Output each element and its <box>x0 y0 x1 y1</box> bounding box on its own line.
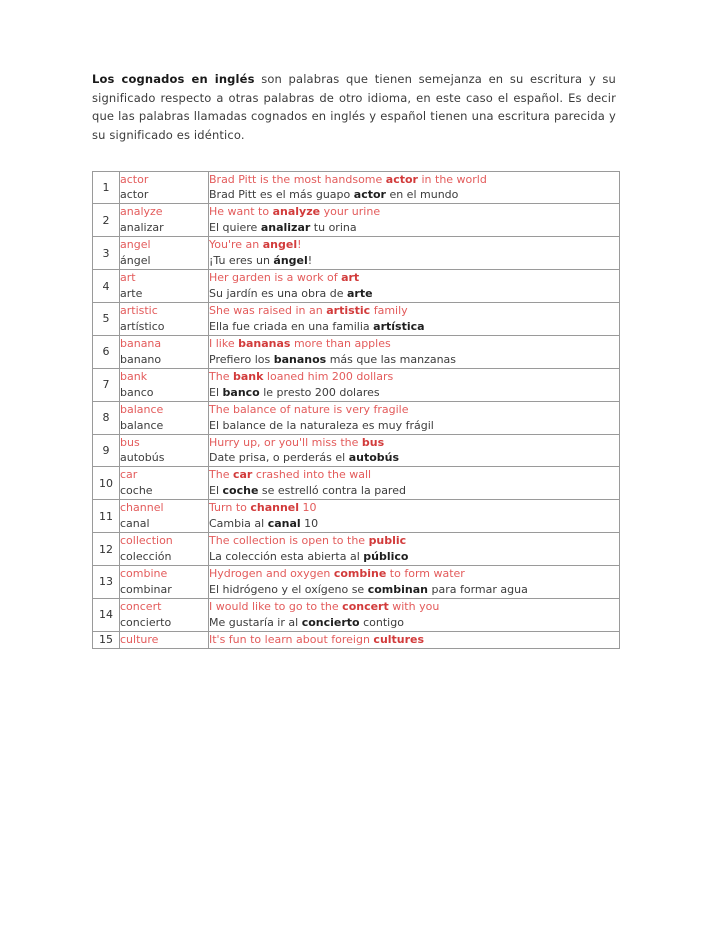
word-spanish: coche <box>120 484 153 498</box>
table-row <box>93 204 620 237</box>
sentence-english: I would like to go to the concert with you <box>209 599 440 613</box>
sentence-spanish: El banco le presto 200 dolares <box>209 385 380 399</box>
word-spanish: canal <box>120 517 150 531</box>
word-pair-cell <box>120 270 209 303</box>
table-row <box>93 631 620 648</box>
row-number: 7 <box>93 368 120 401</box>
row-number: 15 <box>93 631 120 648</box>
word-english: art <box>120 271 136 285</box>
word-english: culture <box>120 632 159 646</box>
table-row <box>93 368 620 401</box>
row-number: 10 <box>93 467 120 500</box>
word-english: actor <box>120 172 149 186</box>
word-pair-cell <box>120 500 209 533</box>
word-pair-cell <box>120 598 209 631</box>
sentence-pair-cell <box>209 598 620 631</box>
sentence-spanish: Me gustaría ir al concierto contigo <box>209 615 404 629</box>
word-pair-cell <box>120 631 209 648</box>
sentence-english: Her garden is a work of art <box>209 271 360 285</box>
word-spanish: balance <box>120 418 164 432</box>
row-number: 8 <box>93 401 120 434</box>
sentence-english: The car crashed into the wall <box>209 468 372 482</box>
word-pair-cell <box>120 204 209 237</box>
sentence-spanish: Prefiero los bananos más que las manzanas <box>209 352 457 366</box>
word-pair-cell <box>120 401 209 434</box>
table-row <box>93 303 620 336</box>
sentence-english: I like bananas more than apples <box>209 336 391 350</box>
row-number: 3 <box>93 237 120 270</box>
sentence-english: Brad Pitt is the most handsome actor in the world <box>209 172 487 186</box>
table-row <box>93 566 620 599</box>
sentence-spanish: El balance de la naturaleza es muy frágil <box>209 418 434 432</box>
table-row <box>93 171 620 204</box>
word-pair-cell <box>120 467 209 500</box>
word-spanish: arte <box>120 287 143 301</box>
word-pair-cell <box>120 335 209 368</box>
sentence-english: Hydrogen and oxygen combine to form water <box>209 567 465 580</box>
sentence-pair-cell <box>209 500 620 533</box>
sentence-english: The bank loaned him 200 dollars <box>209 369 394 383</box>
table-row <box>93 335 620 368</box>
row-number: 1 <box>93 171 120 204</box>
sentence-spanish: El hidrógeno y el oxígeno se combinan para formar agua <box>209 582 528 596</box>
table-row <box>93 237 620 270</box>
word-english: concert <box>120 599 162 613</box>
sentence-english: You're an angel! <box>209 238 302 252</box>
row-number: 6 <box>93 335 120 368</box>
word-spanish: ángel <box>120 254 151 268</box>
sentence-english: Hurry up, or you'll miss the bus <box>209 435 385 449</box>
word-spanish: artístico <box>120 319 165 333</box>
sentence-spanish: Date prisa, o perderás el autobús <box>209 451 400 465</box>
word-spanish: actor <box>120 188 149 202</box>
row-number: 12 <box>93 533 120 566</box>
word-pair-cell <box>120 434 209 467</box>
sentence-english: The balance of nature is very fragile <box>209 402 409 416</box>
sentence-english: It's fun to learn about foreign cultures <box>209 632 425 646</box>
table-row <box>93 401 620 434</box>
row-number: 5 <box>93 303 120 336</box>
word-pair-cell <box>120 368 209 401</box>
sentence-pair-cell <box>209 566 620 599</box>
row-number: 9 <box>93 434 120 467</box>
sentence-spanish: El coche se estrelló contra la pared <box>209 484 406 498</box>
word-english: analyze <box>120 205 163 219</box>
cognates-table-body <box>93 171 620 648</box>
sentence-pair-cell <box>209 434 620 467</box>
word-spanish: combinar <box>120 582 172 596</box>
word-english: banana <box>120 336 162 350</box>
sentence-english: Turn to channel 10 <box>209 501 317 515</box>
word-spanish: concierto <box>120 615 172 629</box>
word-spanish: colección <box>120 550 172 564</box>
sentence-pair-cell <box>209 533 620 566</box>
sentence-pair-cell <box>209 467 620 500</box>
sentence-pair-cell <box>209 335 620 368</box>
row-number: 4 <box>93 270 120 303</box>
word-spanish: banco <box>120 385 154 399</box>
table-row <box>93 500 620 533</box>
word-spanish: banano <box>120 352 162 366</box>
sentence-spanish: Brad Pitt es el más guapo actor en el mundo <box>209 188 459 202</box>
sentence-english: The collection is open to the public <box>209 534 407 548</box>
word-english: balance <box>120 402 164 416</box>
word-pair-cell <box>120 171 209 204</box>
cognates-table <box>92 171 620 649</box>
row-number: 2 <box>93 204 120 237</box>
word-english: channel <box>120 501 164 515</box>
word-english: bank <box>120 369 148 383</box>
sentence-spanish: La colección esta abierta al público <box>209 550 409 564</box>
word-english: bus <box>120 435 140 449</box>
word-pair-cell <box>120 566 209 599</box>
row-number: 11 <box>93 500 120 533</box>
word-pair-cell <box>120 303 209 336</box>
sentence-pair-cell <box>209 204 620 237</box>
word-spanish: analizar <box>120 221 164 235</box>
word-english: angel <box>120 238 151 252</box>
word-spanish: autobús <box>120 451 165 465</box>
sentence-pair-cell <box>209 631 620 648</box>
intro-paragraph: Los cognados en inglés son palabras que tienen semejanza en su escritura y su significado respecto a otras palabras de otro idioma, en este caso el español. Es decir que las palabras llamadas cognados en inglés y español tienen una escritura parecida y su significado es idéntico. <box>92 72 616 142</box>
word-english: collection <box>120 534 173 548</box>
sentence-pair-cell <box>209 237 620 270</box>
table-row <box>93 533 620 566</box>
sentence-pair-cell <box>209 171 620 204</box>
sentence-pair-cell <box>209 303 620 336</box>
sentence-spanish: Su jardín es una obra de arte <box>209 287 373 301</box>
sentence-spanish: Cambia al canal 10 <box>209 517 319 531</box>
sentence-english: He want to analyze your urine <box>209 205 381 219</box>
sentence-spanish: ¡Tu eres un ángel! <box>209 254 313 268</box>
sentence-english: She was raised in an artistic family <box>209 304 408 317</box>
table-row <box>93 467 620 500</box>
word-english: car <box>120 468 138 482</box>
word-pair-cell <box>120 533 209 566</box>
sentence-pair-cell <box>209 401 620 434</box>
table-row <box>93 270 620 303</box>
word-pair-cell <box>120 237 209 270</box>
word-english: artistic <box>120 304 158 317</box>
sentence-pair-cell <box>209 368 620 401</box>
sentence-spanish: Ella fue criada en una familia artística <box>209 319 425 333</box>
word-english: combine <box>120 567 168 580</box>
sentence-spanish: El quiere analizar tu orina <box>209 221 357 235</box>
table-row <box>93 598 620 631</box>
table-row <box>93 434 620 467</box>
row-number: 14 <box>93 598 120 631</box>
sentence-pair-cell <box>209 270 620 303</box>
row-number: 13 <box>93 566 120 599</box>
